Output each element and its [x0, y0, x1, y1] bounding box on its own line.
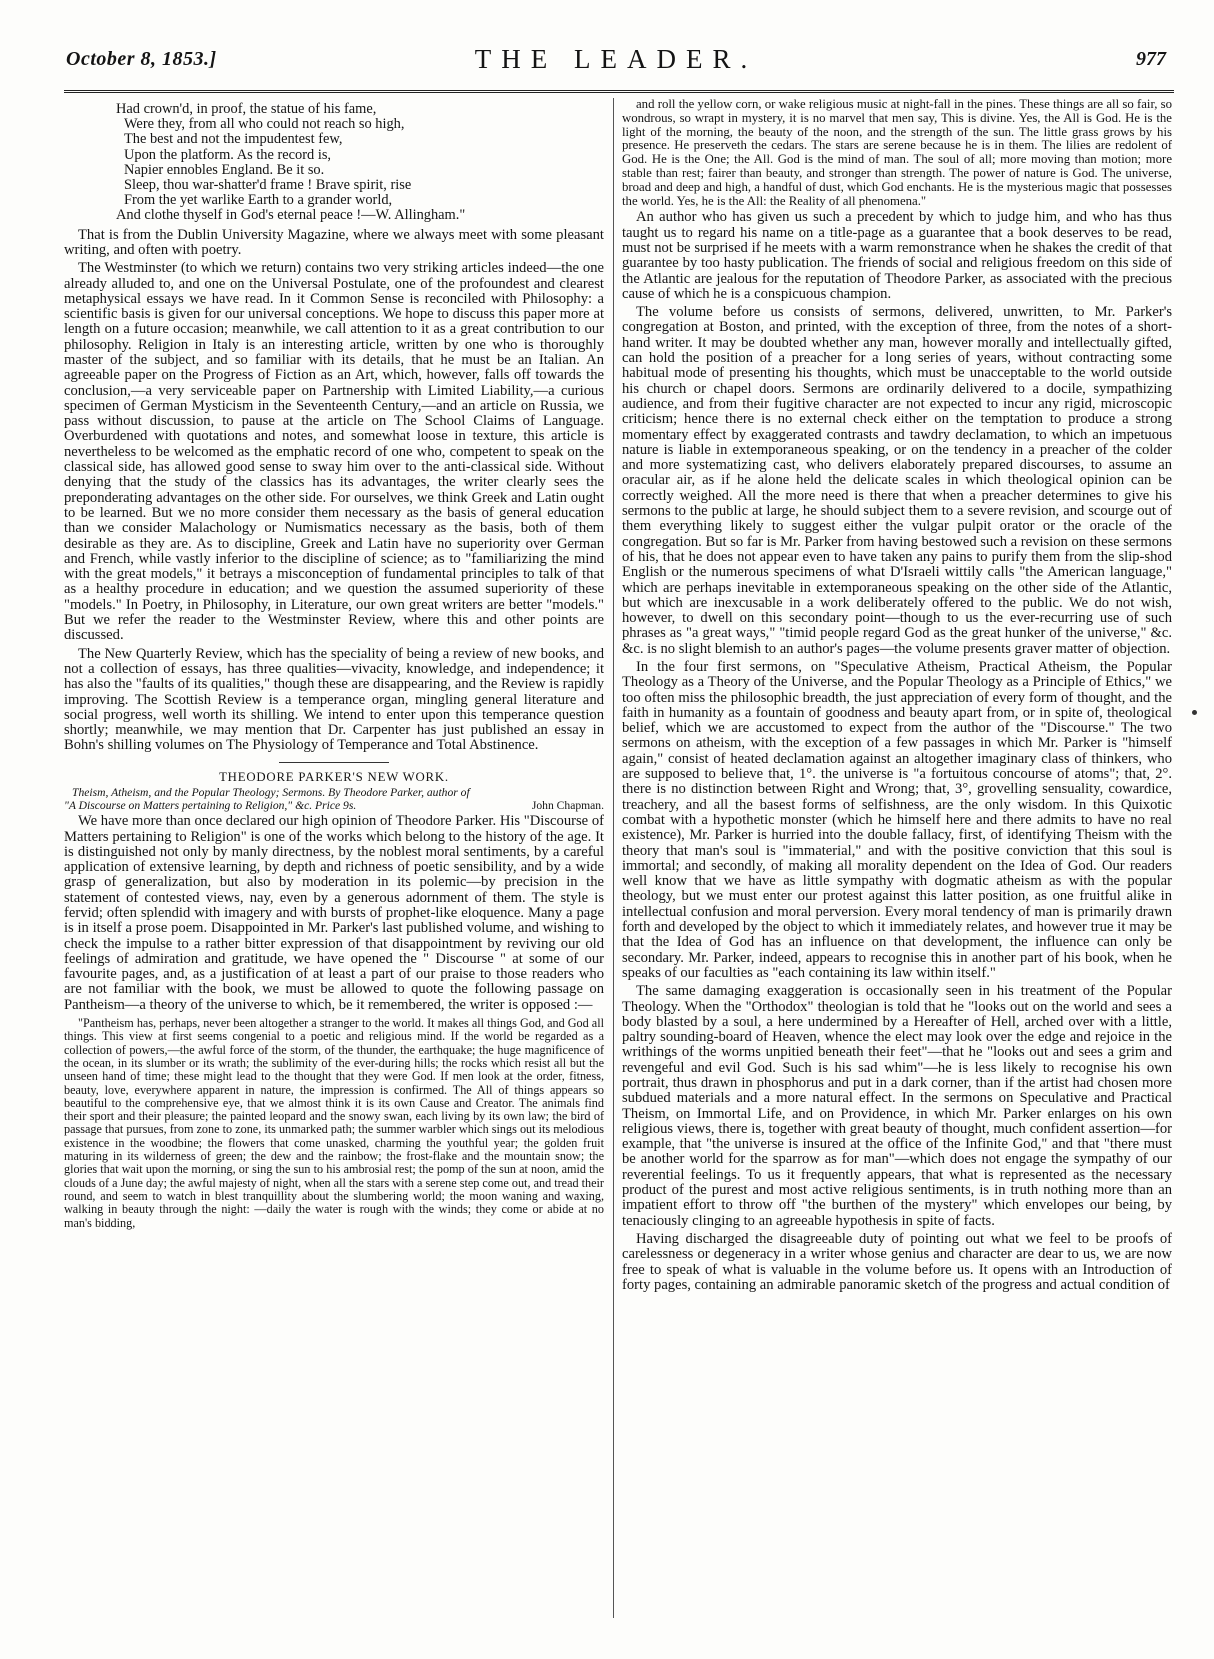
paragraph: We have more than once declared our high opinion of Theodore Parker. His "Discourse of Matters pertaining to Religion" is one of the works which belong to the history of the age. It is distinguished not only by manly directness, by the noblest moral sentiments, by a careful application of extensive learning, by depth and richness of poetic sensibility, and by a wide grasp of generalization, but also by moderation in its polemic—by precision in the statement of contested views, nay, even by a generous adornment of them. The style is fervid; often splendid with imagery and with bursts of prophet-like eloquence. Many a page is in itself a prose poem. Disappointed in Mr. Parker's last published volume, and wishing to check the impulse to a rather bitter expression of that disappointment by reviving our old feelings of admiration and gratitude, we have opened the " Discourse " at some of our favourite pages, and, as a justification of at least a part of our praise to those readers who are not familiar with the book, we must be allowed to quote the following passage on Pantheism—a theory of the universe to which, be it remembered, the writer is opposed :— [64, 813, 604, 1013]
poem-line: And clothe thyself in God's eternal peace !—W. Allingham." [116, 207, 466, 224]
page-header [56, 44, 1176, 74]
paragraph: The New Quarterly Review, which has the speciality of being a review of new books, and not a collection of essays, has three qualities—vivacity, knowledge, and independence; it has also the "faults of its qualities," though these are disappearing, and the Review is rapidly improving. The Scottish Review is a temperance organ, mingling general literature and social progress, well worth its shilling. We intend to enter upon this temperance question shortly; meanwhile, we may mention that Dr. Carpenter has just published an essay in Bohn's shilling volumes on The Physiology of Temperance and Total Abstinence. [64, 645, 604, 754]
block-quote-continued: and roll the yellow corn, or wake religious music at night-fall in the pines. These things are all so fair, so wondrous, so wrapt in mystery, it is no marvel that men say, This is divine. Yes, the All is God. He is the light of the morning, the beauty of the noon, and the strength of the sun. The little grass grows by his presence. He preserveth the cedars. The stars are serene because he is in them. The lilies are redolent of God. He is the One; the All. God is the mind of man. The soul of all; more moving than motion; more stable than rest; fairer than beauty, and stronger than strength. The power of nature is God. The universe, broad and deep and high, a handful of dust, which God enchants. He is the mysterious magic that possesses the world. Yes, he is the All: the Reality of all phenomena." [622, 97, 1172, 208]
paragraph: The volume before us consists of sermons, delivered, unwritten, to Mr. Parker's congregation at Boston, and printed, with the exception of three, from the notes of a short-hand writer. It may be doubted whether any man, however morally and intellectually gifted, can hold the position of a preacher for a long series of years, without contracting some habitual mode of presenting his thoughts, which must be unacceptable to the world outside his church or chapel doors. Sermons are ordinarily delivered to a docile, sympathizing audience, and from their fugitive character are not expected to incur any rigid, microscopic criticism; hence there is no external check either on the temptation to produce a strong momentary effect by exaggerated contrasts and tawdry declamation, to which an impetuous nature is liable in extemporaneous speaking, or on the tendency in a preacher of the colder and more systematizing cast, who delivers elaborately prepared discourses, to assume an oracular air, as if he alone held the delicate scales in which theological opinion can be correctly weighed. All the more need is there that when a preacher determines to give his sermons to the public at large, he should subject them to a severe revision, and scourge out of them everything likely to suggest either the vulgar pulpit orator or the oracle of the congregation. But so far is Mr. Parker from having bestowed such a revision on these sermons of his, that he does not appear even to have taken any pains to purify them from the slip-shod English or the numerous specimens of what D'Israeli wittily calls "the American language," which are perhaps inevitable in extemporaneous speaking on the other side of the Atlantic, but which are inexcusable in a work deliberately offered to the public. We do not wish, however, to dwell on this secondary point—though to us the ever-recurring use of such phrases as "a great ways," "timid people regard God as the great hunker of the universe," &c. &c. is no slight blemish to an author's pages—the volume presents graver matter of objection. [622, 304, 1172, 657]
paragraph: Having discharged the disagreeable duty of pointing out what we feel to be proofs of carelessness or degeneracy in a writer whose genius and character are dear to us, we are now free to speak of what is valuable in the volume before us. It opens with an Introduction of forty pages, containing an admirable panoramic sketch of the progress and actual condition of [622, 1230, 1172, 1293]
review-heading: THEODORE PARKER'S NEW WORK. [219, 769, 449, 784]
poem-excerpt [116, 102, 604, 224]
column-divider [613, 98, 614, 1618]
right-column [622, 98, 1172, 1296]
book-citation [64, 787, 604, 812]
poem-line: Upon the platform. As the record is, [124, 146, 332, 163]
poem-line: Sleep, thou war-shatter'd frame ! Brave spirit, rise [124, 177, 412, 194]
book-citation-line: Theism, Atheism, and the Popular Theology; Sermons. By Theodore Parker, author of [72, 786, 470, 800]
paragraph: The Westminster (to which we return) contains two very striking articles indeed—the one already alluded to, and one on the Universal Postulate, one of the profoundest and clearest metaphysical essays we have read. In it Common Sense is reconciled with Philosophy: a scientific basis is given for our universal conceptions. We hope to discuss this paper more at length on a future occasion; meanwhile, we call attention to it as a great contribution to our philosophy. Religion in Italy is an interesting article, written by one who is thoroughly master of the subject, and so familiar with its details, that he must be an Italian. An agreeable paper on the Progress of Fiction as an Art, which, however, falls off towards the conclusion,—a very serviceable paper on Partnership with Limited Liability,—a curious specimen of German Mysticism in the Seventeenth Century,—and an article on Russia, we pass without discussion, to pause at the article on The School Claims of Language. Overburdened with quotations and notes, and somewhat loose in texture, this article is nevertheless to be welcomed as the emphatic record of one who, competent to speak on the classical side, has allowed good sense to sway him over to the anti-classical side. Without denying that the study of the classics has its advantages, the writer clearly sees the preponderating advantages on the other side. For ourselves, we think Greek and Latin ought to be learned. But we no more consider them necessary as the basis of general education than we consider Malachology or Numismatics necessary as the basis, both of them desirable as they are. As to discipline, Greek and Latin have no superiority over German and French, while vastly inferior to the discipline of science; as to "familiarizing the mind with the great models," it betrays a misconception of fundamental principles to talk of that as a healthy procedure in education; and we question the assumed superiority of these "models." In Poetry, in Philosophy, in Literature, our own great writers are better "models." But we refer the reader to the Westminster Review, where this and other points are discussed. [64, 260, 604, 644]
poem-line: Were they, from all who could not reach so high, [124, 116, 405, 133]
publisher: John Chapman. [531, 798, 604, 812]
block-quote: "Pantheism has, perhaps, never been altogether a stranger to the world. It makes all things God, and God all things. This view at first seems congenial to a poetic and religious mind. If the world be regarded as a collection of powers,—the awful force of the storm, of the thunder, the earthquake; the huge magnificence of the ocean, in its slumber or its wrath; the sublimity of the ever-during hills; the rocks which resist all but the unseen hand of time; these might lead to the thought that they were God. If men look at the order, fitness, beauty, love, everywhere apparent in nature, the impression is confirmed. The All of things appears so beautiful to the comprehensive eye, that we almost think it is its own Cause and Creator. The animals find their sport and their pleasure; the painted leopard and the snowy swan, each living by its own law; the bird of passage that pursues, from zone to zone, its unmarked path; the summer warbler which sings out its melodious existence in the woodbine; the flowers that come unasked, charming the youthful year; the golden fruit maturing in its wilderness of green; the dew and the rainbow; the frost-flake and the mountain snow; the glories that wait upon the morning, or sing the sun to his ambrosial rest; the pomp of the sun at noon, amid the clouds of a June day; the awful majesty of night, when all the stars with a serene step come out, and tread their round, and seem to watch in blest tranquillity about the slumbering world; the moon waning and waxing, walking in beauty through the night: —daily the water is rough with the winds; they come or abide at no man's bidding, [64, 1016, 604, 1230]
poem-line: Napier ennobles England. Be it so. [124, 161, 325, 178]
header-rule [64, 90, 1174, 96]
left-column [64, 98, 604, 1232]
paragraph: An author who has given us such a precedent by which to judge him, and who has thus taught us to regard his name on a title-page as a guarantee that a book deserves to be read, must not be surprised if he meets with a warm remonstrance when he shakes the credit of that guarantee by too hasty publication. The friends of social and religious freedom on this side of the Atlantic are jealous for the reputation of Theodore Parker, as associated with the precious cause of which he is a conspicuous champion. [622, 209, 1172, 302]
book-citation-line: "A Discourse on Matters pertaining to Religion," &c. Price 9s. [64, 798, 357, 812]
section-separator [279, 762, 389, 763]
page-number: 977 [1136, 48, 1166, 70]
paragraph: In the four first sermons, on "Speculative Atheism, Practical Atheism, the Popular Theology as a Theory of the Universe, and the Popular Theology as a Principle of Ethics," we too often miss the philosophic breadth, the just appreciation of every form of thought, and the faith in humanity as a fountain of goodness and beauty apart from, or in spite of, theological belief, which we are accustomed to expect from the author of the "Discourse." The two sermons on atheism, with the exception of a few passages in which Mr. Parker is "himself again," consist of heated declamation against an altogether imaginary class of thinkers, who are supposed to believe that, 1°. the universe is "a fortuitous concourse of atoms"; that, 2°. there is no distinction between Right and Wrong; that, 3°, grovelling sensuality, cowardice, treachery, and all the basest forms of selfishness, are the only wisdom. In this Quixotic combat with a hypothetic monster (which he himself here and there admits to have no real existence), Mr. Parker is hurried into the double fallacy, first, of identifying Theism with the theory that man's soul is "immaterial," and with the positive conviction that this soul is immortal; and secondly, of making all morality dependent on the Idea of God. Our readers well know that we have as little sympathy with dogmatic atheism as with the popular theology, but we must enter our protest against this latter position, as one fruitful alike in intellectual confusion and moral perversion. Every moral tendency of man is primarily drawn forth and developed by the object to which it immediately relates, and however true it may be that the Idea of God has an influence on that development, the influence can only be secondary. Mr. Parker, indeed, appears to recognise this in another part of his book, when he speaks of our faculties as "each containing its law within itself." [622, 658, 1172, 981]
poem-line: From the yet warlike Earth to a grander world, [124, 192, 393, 209]
ink-spot [1192, 710, 1197, 715]
poem-line: Had crown'd, in proof, the statue of his fame, [116, 101, 377, 117]
issue-date: October 8, 1853.] [66, 48, 217, 70]
poem-line: The best and not the impudentest few, [124, 131, 343, 148]
paragraph: The same damaging exaggeration is occasionally seen in his treatment of the Popular Theology. When the "Orthodox" theologian is told that he "looks out on the world and sees a body blasted by a soul, a here undermined by a Hereafter of Hell, arched over with a little, paltry sounding-board of Heaven, whence the elect may look over the edge and rejoice in the writhings of the worms unpitied beneath their feet"—that he "looks out and sees a grim and revengeful and evil God. Such is his sad whim"—he is less likely to recognise his own portrait, thus drawn in phosphorus and put in a dark corner, than if the artist had chosen more subdued materials and a more natural effect. In the sermons on Speculative and Practical Theism, on Immortal Life, and on Providence, in which Mr. Parker enlarges on his own religious views, there is, together with great beauty of thought, much confident assertion—for example, that "the universe is insured at the office of the Infinite God," and that "there must be another world for the sparrow as for man"—which does not engage the sympathy of our reverential feelings. To us it frequently appears, that what is represented as the necessary product of the purest and most active religious sentiments, is in truth nothing more than an impatient effort to throw off "the burthen of the mystery" which envelopes our being, by tenaciously clinging to an agreeable hypothesis in spite of facts. [622, 983, 1172, 1229]
paragraph: That is from the Dublin University Magazine, where we always meet with some pleasant writing, and often with poetry. [64, 226, 604, 258]
newspaper-title: THE LEADER. [474, 44, 758, 74]
